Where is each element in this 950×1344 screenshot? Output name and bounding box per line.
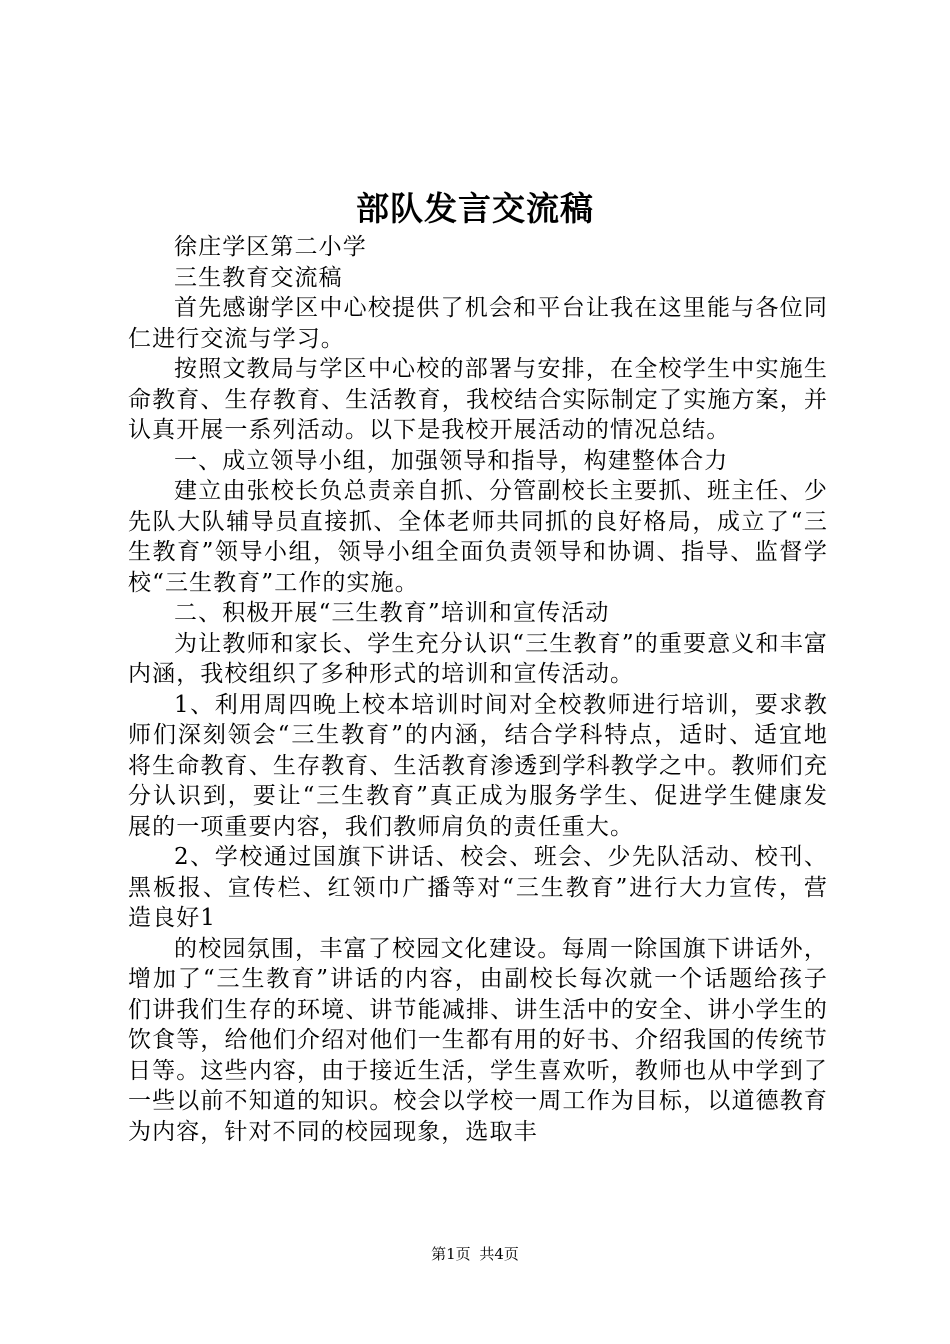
paragraph: 建立由张校长负总责亲自抓、分管副校长主要抓、班主任、少先队大队辅导员直接抓、全体老师共同抓的良好格局，成立了“三生教育”领导小组，领导小组全面负责领导和协调、指导、监督学校“三生教育”工作的实施。 <box>128 478 828 596</box>
paragraph: 首先感谢学区中心校提供了机会和平台让我在这里能与各位同仁进行交流与学习。 <box>128 295 828 352</box>
paragraph: 徐庄学区第二小学 <box>174 234 367 260</box>
paragraph: 三生教育交流稿 <box>174 264 343 291</box>
paragraph: 为让教师和家长、学生充分认识“三生教育”的重要意义和丰富内涵，我校组织了多种形式的培训和宣传活动。 <box>128 630 828 687</box>
paragraph: 按照文教局与学区中心校的部署与安排，在全校学生中实施生命教育、生存教育、生活教育，我校结合实际制定了实施方案，并认真开展一系列活动。以下是我校开展活动的情况总结。 <box>128 356 828 443</box>
paragraph: 的校园氛围，丰富了校园文化建设。每周一除国旗下讲话外，增加了“三生教育”讲话的内容，由副校长每次就一个话题给孩子们讲我们生存的环境、讲节能减排、讲生活中的安全、讲小学生的饮食等，给他们介绍对他们一生都有用的好书、介绍我国的传统节日等。这些内容，由于接近生活，学生喜欢听，教师也从中学到了一些以前不知道的知识。校会以学校一周工作为目标，以道德教育为内容，针对不同的校园现象，选取丰 <box>128 935 828 1145</box>
paragraph: 1、利用周四晚上校本培训时间对全校教师进行培训，要求教师们深刻领会“三生教育”的内涵，结合学科特点，适时、适宜地将生命教育、生存教育、生活教育渗透到学科教学之中。教师们充分认识到，要让“三生教育”真正成为服务学生、促进学生健康发展的一项重要内容，我们教师肩负的责任重大。 <box>128 691 828 840</box>
section-heading: 一、成立领导小组，加强领导和指导，构建整体合力 <box>174 447 729 474</box>
document-body <box>128 232 828 1147</box>
page-footer <box>0 1244 950 1264</box>
section-heading: 二、积极开展“三生教育”培训和宣传活动 <box>174 600 610 626</box>
page-total: 共4页 <box>479 1245 519 1263</box>
document-title: 部队发言交流稿 <box>356 189 594 228</box>
page-number: 第1页 <box>431 1245 471 1263</box>
paragraph: 2、学校通过国旗下讲话、校会、班会、少先队活动、校刊、黑板报、宣传栏、红领巾广播等对“三生教育”进行大力宣传，营造良好1 <box>128 844 828 931</box>
